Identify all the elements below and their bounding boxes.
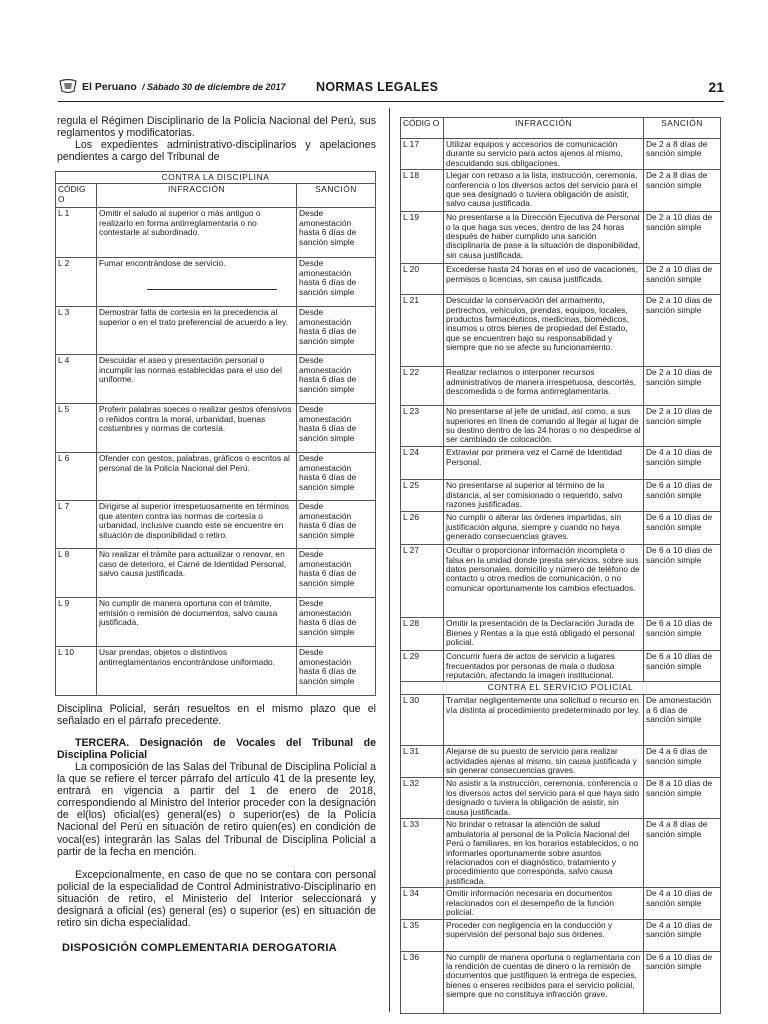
infraction-code: L 10 xyxy=(56,647,97,696)
infraction-code: L 21 xyxy=(401,295,444,367)
excepcional-body: Excepcionalmente, en caso de que no se contara con personal policial de la especialidad de Control Administrativo-Disciplinario en situación de retiro, el Ministerio del Interior seleccionará y designará a oficial (es) general (es) o superior (es) en situación de retiro sin dicha especialidad. xyxy=(57,869,376,930)
infraction-row xyxy=(401,919,721,951)
infraction-sancion: De 6 a 10 días de sanción simple xyxy=(644,951,721,1013)
header-sancion: SANCIÓN xyxy=(297,184,376,208)
coat-of-arms-icon xyxy=(58,78,78,94)
infraction-sancion: Desde amonestación hasta 6 días de sanción simple xyxy=(297,307,376,355)
infraction-code: L 8 xyxy=(56,549,97,598)
infraction-row xyxy=(401,651,721,682)
page-number: 21 xyxy=(708,79,724,95)
infraction-text: No cumplir de manera oportuna o reglamentaria con la rendición de cuentas de dinero o la remisión de documentos que justifiquen la entrega de especies, bienes o enseres recibidos para el servicio policial, siempre que no constituya infracción grave. xyxy=(444,951,644,1013)
infraction-text: Demostrar falta de cortesía en la precedencia al superior o en el trato preferencial de acuerdo a ley. xyxy=(97,307,297,355)
infraction-code: L 24 xyxy=(401,447,444,480)
excepcional-paragraph xyxy=(57,869,376,929)
table-contra-la-disciplina xyxy=(55,171,376,696)
infraction-text: No cumplir de manera oportuna con el trámite, emisión o remisión de documentos, salvo causa justificada. xyxy=(97,598,297,647)
infraction-text: Omitir el saludo al superior o más antiguo o realizarlo en forma antirreglamentaria o no contestarle al subordinado. xyxy=(97,208,297,258)
infraction-sancion: De 6 a 10 días de sanción simple xyxy=(644,480,721,512)
infraction-row xyxy=(56,208,376,258)
infraction-code: L 6 xyxy=(56,453,97,501)
infraction-sancion: De 4 a 6 días de sanción simple xyxy=(644,746,721,778)
infraction-code: L 25 xyxy=(401,480,444,512)
infraction-text: Realizar reclamos o interponer recursos administrativos de manera irrespetuosa, descortés, descomedida o de forma antirreglamentaria. xyxy=(444,367,644,406)
infraction-code: L 20 xyxy=(401,264,444,295)
publication-name: El Peruano xyxy=(82,81,137,93)
table-header-row xyxy=(401,118,721,139)
infraction-row xyxy=(56,501,376,549)
infraction-text: Tramitar negligentemente una solicitud o recurso en vía distinta al procedimiento predeterminado por ley. xyxy=(444,695,644,746)
infraction-code: L 29 xyxy=(401,651,444,682)
infraction-sancion: De 2 a 10 días de sanción simple xyxy=(644,406,721,447)
infraction-sancion: Desde amonestación hasta 6 días de sanción simple xyxy=(297,647,376,696)
infraction-code: L 3 xyxy=(56,307,97,355)
infraction-text: Descuidar el aseo y presentación personal o incumplir las normas establecidas para el uso del uniforme. xyxy=(97,355,297,404)
infraction-sancion: De 2 a 10 días de sanción simple xyxy=(644,264,721,295)
infraction-code: L 31 xyxy=(401,746,444,778)
infraction-row xyxy=(401,212,721,264)
infraction-code: L 33 xyxy=(401,819,444,888)
infraction-sancion: De 4 a 10 días de sanción simple xyxy=(644,447,721,480)
infraction-text: No presentarse a la Dirección Ejecutiva de Personal o la que haga sus veces, dentro de las 24 horas después de haber cumplido una sanción disciplinaria de pase a la situación de disponibilidad, sin causa justificada. xyxy=(444,212,644,264)
infraction-sancion: De 8 a 10 días de sanción simple xyxy=(644,778,721,819)
infraction-text: No cumplir o alterar las órdenes impartidas, sin justificación alguna, siempre y cuando no haya generado consecuencias graves. xyxy=(444,512,644,545)
infraction-code: L 26 xyxy=(401,512,444,545)
infraction-sancion: Desde amonestación hasta 6 días de sanción simple xyxy=(297,208,376,258)
infraction-sancion: Desde amonestación hasta 6 días de sanción simple xyxy=(297,355,376,404)
infraction-sancion: Desde amonestación hasta 6 días de sanción simple xyxy=(297,598,376,647)
infraction-row xyxy=(401,264,721,295)
infraction-row xyxy=(56,307,376,355)
infraction-row xyxy=(401,367,721,406)
table-band xyxy=(56,172,376,184)
infraction-code: L 35 xyxy=(401,919,444,951)
header-rule xyxy=(58,101,724,102)
infraction-code: L 9 xyxy=(56,598,97,647)
infraction-sancion: De 6 a 10 días de sanción simple xyxy=(644,512,721,545)
band-label: CONTRA LA DISCIPLINA xyxy=(56,172,376,184)
infraction-row xyxy=(56,598,376,647)
infraction-row xyxy=(401,512,721,545)
infraction-code: L 17 xyxy=(401,139,444,170)
infraction-code: L 30 xyxy=(401,695,444,746)
infraction-code: L 23 xyxy=(401,406,444,447)
header-sancion: SANCIÓN xyxy=(644,118,721,139)
infraction-sancion: De 2 a 8 días de sanción simple xyxy=(644,139,721,170)
infraction-code: L 32 xyxy=(401,778,444,819)
infraction-text: Extraviar por primera vez el Carné de Identidad Personal. xyxy=(444,447,644,480)
publication-date: / Sábado 30 de diciembre de 2017 xyxy=(142,82,286,92)
infraction-sancion: De 2 a 10 días de sanción simple xyxy=(644,212,721,264)
infraction-sancion: Desde amonestación hasta 6 días de sanción simple xyxy=(297,404,376,453)
infraction-sancion: Desde amonestación hasta 6 días de sanción simple xyxy=(297,453,376,501)
infraction-text: Omitir información necesaria en documentos relacionados con el desempeño de la función policial. xyxy=(444,888,644,919)
infraction-sancion: De 6 a 10 días de sanción simple xyxy=(644,545,721,618)
infraction-code: L 36 xyxy=(401,951,444,1013)
infraction-code: L 27 xyxy=(401,545,444,618)
infraction-row xyxy=(401,170,721,212)
infraction-text: Omitir la presentación de la Declaración Jurada de Bienes y Rentas a la que está obligado el personal policial. xyxy=(444,618,644,651)
infraction-row xyxy=(401,545,721,618)
infraction-text: Llegar con retraso a la lista, instrucción, ceremonia, conferencia o los diversos actos del servicio para el que sea designado o tuviera obligación de asistir, salvo causa justificada. xyxy=(444,170,644,212)
infraction-text: No asistir a la instrucción, ceremonia, conferencia o los diversos actos del servicio para el que haya sido designado o tuviera la obligación de asistir, sin causa justificada. xyxy=(444,778,644,819)
infraction-sancion: De 6 a 10 días de sanción simple xyxy=(644,651,721,682)
table-infracciones-continuacion xyxy=(400,117,721,1014)
infraction-text: Ocultar o proporcionar información incompleta o falsa en la unidad donde presta servicios, sobre sus datos personales, domicilio y número de teléfono de contacto u otros medios de comunicación, o no comunicar oportunamente los cambios efectuados. xyxy=(444,545,644,618)
infraction-text: No realizar el trámite para actualizar o renovar, en caso de deterioro, el Carné de Identidad Personal, salvo causa justificada. xyxy=(97,549,297,598)
page-header xyxy=(58,76,724,100)
expedientes-text: Los expedientes administrativo-disciplinarios y apelaciones pendientes a cargo del Tribunal de xyxy=(57,139,376,164)
infraction-text: Excederse hasta 24 horas en el uso de vacaciones, permisos o licencias, sin causa justificada. xyxy=(444,264,644,295)
infraction-text: Proceder con negligencia en la conducción y supervisión del personal bajo sus órdenes. xyxy=(444,919,644,951)
infraction-code: L 19 xyxy=(401,212,444,264)
infraction-sancion: De 4 a 10 días de sanción simple xyxy=(644,919,721,951)
infraction-row xyxy=(56,258,376,307)
infraction-row xyxy=(401,618,721,651)
infraction-text: Proferir palabras soeces o realizar gestos ofensivos o reñidos contra la moral, urbanidad, buenas costumbres y normas de cortesía. xyxy=(97,404,297,453)
infraction-row xyxy=(56,453,376,501)
infraction-row xyxy=(401,695,721,746)
infraction-row xyxy=(401,951,721,1013)
infraction-row xyxy=(56,355,376,404)
infraction-code: L 7 xyxy=(56,501,97,549)
infraction-code: L 18 xyxy=(401,170,444,212)
infraction-text: Concurrir fuera de actos de servicio a lugares frecuentados por personas de mala o dudosa reputación, afectando la imagen institucional. xyxy=(444,651,644,682)
infraction-sancion: De 2 a 8 días de sanción simple xyxy=(644,170,721,212)
section-title: NORMAS LEGALES xyxy=(316,80,439,94)
infraction-row xyxy=(401,406,721,447)
infraction-row xyxy=(401,295,721,367)
expedientes-paragraph xyxy=(57,139,376,163)
infraction-sancion: De 2 a 10 días de sanción simple xyxy=(644,367,721,406)
infraction-row xyxy=(56,404,376,453)
infraction-row xyxy=(56,647,376,696)
infraction-sancion: Desde amonestación hasta 6 días de sanción simple xyxy=(297,549,376,598)
infraction-text: No presentarse al superior al término de la distancia, al ser comisionado o requerido, salvo razones justificadas. xyxy=(444,480,644,512)
infraction-row xyxy=(401,139,721,170)
header-infraccion: INFRACCIÓN xyxy=(97,184,297,208)
column-divider xyxy=(389,108,390,1012)
infraction-sancion: De 2 a 10 días de sanción simple xyxy=(644,295,721,367)
infraction-sancion: De 6 a 10 días de sanción simple xyxy=(644,618,721,651)
blank-rule xyxy=(147,289,277,290)
tercera-heading xyxy=(57,737,376,761)
table-header-row xyxy=(56,184,376,208)
header-code: CÓDIG O xyxy=(401,118,444,139)
after-table-paragraph: Disciplina Policial, serán resueltos en el mismo plazo que el señalado en el párrafo precedente. xyxy=(57,703,376,728)
infraction-sancion: De 4 a 8 días de sanción simple xyxy=(644,819,721,888)
table-band xyxy=(401,682,721,695)
header-infraccion: INFRACCIÓN xyxy=(444,118,644,139)
infraction-code: L 5 xyxy=(56,404,97,453)
infraction-sancion: De amonestación a 6 días de sanción simple xyxy=(644,695,721,746)
infraction-code: L 28 xyxy=(401,618,444,651)
infraction-row xyxy=(401,819,721,888)
tercera-body: La composición de las Salas del Tribunal de Disciplina Policial a la que se refiere el tercer párrafo del artículo 41 de la presente ley, entrará en vigencia a partir del 1 de enero de 2018, correspondiendo al Ministro del Interior proceder con la designación de el(los) oficial(es) general(es) o superior(es) de la Policía Nacional del Perú en situación de retiro quien(es) en condición de vocal(es) integrarán las Salas del Tribunal de Disciplina Policial a partir de la fecha en mención. xyxy=(57,761,376,858)
band-label: CONTRA EL SERVICIO POLICIAL xyxy=(401,682,721,695)
infraction-text: Descuidar la conservación del armamento, pertrechos, vehículos, prendas, equipos, locales, productos farmacéuticos, medicinas, biomédicos, insumos u otros bienes de propiedad del Estado, que se encuentren bajo su responsabilidad y siempre que no se afecte su funcionamiento. xyxy=(444,295,644,367)
infraction-text: Usar prendas, objetos o distintivos antirreglamentarios encontrándose uniformado. xyxy=(97,647,297,696)
tercera-title: TERCERA. Designación de Vocales del Tribunal de Disciplina Policial xyxy=(57,737,376,762)
infraction-text: Ofender con gestos, palabras, gráficos o escritos al personal de la Policía Nacional del Perú. xyxy=(97,453,297,501)
infraction-code: L 22 xyxy=(401,367,444,406)
infraction-text: No brindar o retrasar la atención de salud ambulatoria al personal de la Policía Nacional del Perú o familiares, en los horarios establecidos, o no informarles oportunamente sobre asuntos relacionados con el diagnóstico, tratamiento y procedimiento que corresponda, salvo causa justificada. xyxy=(444,819,644,888)
infraction-row xyxy=(56,549,376,598)
infraction-text: Fumar encontrándose de servicio. xyxy=(97,258,297,307)
infraction-code: L 2 xyxy=(56,258,97,307)
infraction-sancion: Desde amonestación hasta 6 días de sanción simple xyxy=(297,501,376,549)
infraction-sancion: Desde amonestación hasta 6 días de sanción simple xyxy=(297,258,376,307)
infraction-text: No presentarse al jefe de unidad, así como, a sus superiores en línea de comando al llegar al lugar de su destino dentro de las 24 horas o no despedirse al ser cambiado de colocación. xyxy=(444,406,644,447)
infraction-row xyxy=(401,778,721,819)
infraction-row xyxy=(401,746,721,778)
infraction-text: Dirigirse al superior irrespetuosamente en términos que atenten contra las normas de cortesía o urbanidad, inclusive cuando este se encuentre en situación de disponibilidad o retiro. xyxy=(97,501,297,549)
disposicion-heading: DISPOSICIÓN COMPLEMENTARIA DEROGATORIA xyxy=(62,942,338,954)
infraction-row xyxy=(401,888,721,919)
infraction-text: Alejarse de su puesto de servicio para realizar actividades ajenas al mismo, sin causa justificada y sin generar consecuencias graves. xyxy=(444,746,644,778)
infraction-code: L 1 xyxy=(56,208,97,258)
infraction-row xyxy=(401,480,721,512)
infraction-code: L 34 xyxy=(401,888,444,919)
tercera-paragraph xyxy=(57,761,376,858)
infraction-text: Utilizar equipos y accesorios de comunicación durante su servicio para actos ajenos al mismo, descuidando sus obligaciones. xyxy=(444,139,644,170)
infraction-row xyxy=(401,447,721,480)
infraction-code: L 4 xyxy=(56,355,97,404)
header-code: CÓDIG O xyxy=(56,184,97,208)
infraction-sancion: De 4 a 10 días de sanción simple xyxy=(644,888,721,919)
intro-paragraph: regula el Régimen Disciplinario de la Policía Nacional del Perú, sus reglamentos y modificatorias. xyxy=(57,115,376,140)
